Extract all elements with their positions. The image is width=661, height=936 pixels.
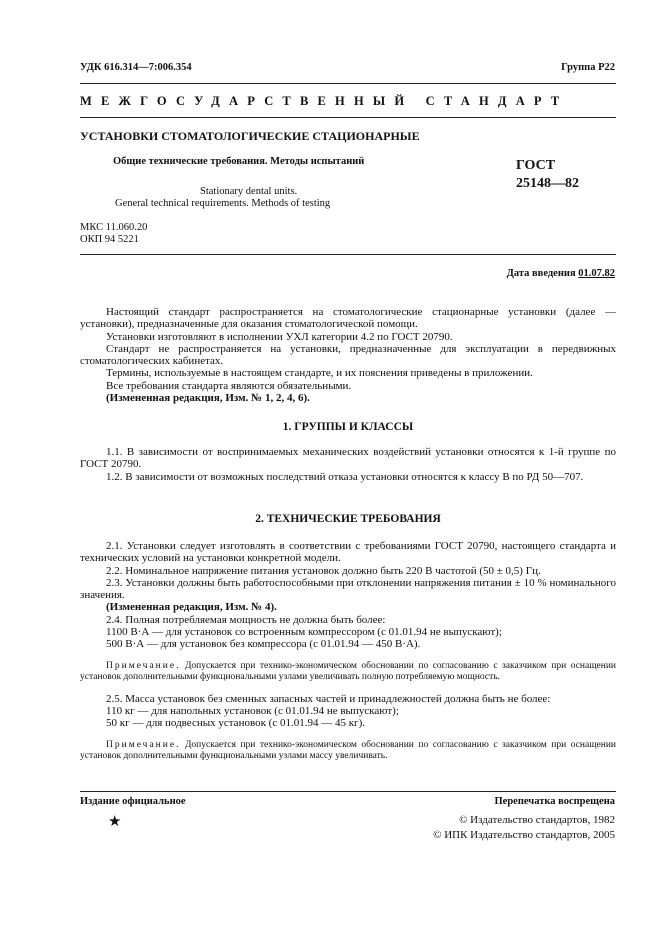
introduction-date [507,268,615,279]
note-mass [80,740,616,762]
english-title-line2: General technical requirements. Methods of testing [115,198,331,209]
section1-heading: 1. ГРУППЫ И КЛАССЫ [282,421,414,433]
copyright-1982: © Издательство стандартов, 1982 [459,814,615,826]
intro-paragraph: Настоящий стандарт распространяется на стоматологические стационарные установки (далее — установки), предназначенные для оказания стоматологической помощи. [80,306,616,331]
gost-number: 25148—82 [516,176,579,191]
intro-block [80,306,616,404]
note-text: Допускается при технико-экономическом обосновании по согласованию с заказчиком при оснащении установок дополнительными функциональными узлами увеличивать полную потребляемую мощность. [80,660,616,682]
group-code: Группа Р22 [561,62,615,73]
section1-block [80,446,616,483]
clause-2-4: 2.4. Полная потребляемая мощность не должна быть более: [106,613,386,626]
clause-2-3: 2.3. Установки должны быть работоспособными при отклонении напряжения питания ± 10 % номинального значения. [80,576,616,602]
copyright-2005: © ИПК Издательство стандартов, 2005 [433,829,615,841]
clause-2-3-amendment: (Измененная редакция, Изм. № 4). [106,601,277,614]
okp-code: ОКП 94 5221 [80,234,139,245]
top-rule [80,83,616,84]
date-label: Дата введения [506,268,576,279]
intro-paragraph: Термины, используемые в настоящем стандарте, и их пояснения приведены в приложении. [106,367,533,380]
note-label: Примечание. [106,660,181,671]
banner-rule [80,117,616,118]
clause-2-1: 2.1. Установки следует изготовлять в соответствии с требованиями ГОСТ 20790, настоящего стандарта и технических условий на установки конкретной модели. [80,540,616,565]
clause-2-4-item: 500 В·А — для установок без компрессора (с 01.01.94 — 450 В·А). [106,638,421,651]
note-label: Примечание. [106,739,181,750]
reprint-prohibited: Перепечатка воспрещена [494,796,615,807]
clause-1-1: 1.1. В зависимости от воспринимаемых механических воздействий установки относятся к 1-й группе по ГОСТ 20790. [80,446,616,471]
mks-code: МКС 11.060.20 [80,222,148,233]
official-edition: Издание официальное [80,796,186,807]
gost-label: ГОСТ [516,158,556,173]
document-subtitle: Общие технические требования. Методы испытаний [113,156,365,167]
star-icon: ★ [108,814,122,830]
interstate-standard-banner: МЕЖГОСУДАРСТВЕННЫЙ СТАНДАРТ [80,94,569,108]
date-value: 01.07.82 [578,268,615,279]
section2-block [80,540,616,762]
footer-rule [80,791,616,792]
codes-rule [80,254,616,255]
section2-heading: 2. ТЕХНИЧЕСКИЕ ТРЕБОВАНИЯ [255,513,441,525]
intro-paragraph: Стандарт не распространяется на установки, предназначенные для эксплуатации в передвижных стоматологических кабинетах. [80,342,616,368]
intro-amendment: (Измененная редакция, Изм. № 1, 2, 4, 6). [106,392,310,405]
note-text: Допускается при технико-экономическом обосновании по согласованию с заказчиком при оснащении установок дополнительными функциональными узлами массу увеличивать. [80,739,616,761]
clause-2-5: 2.5. Масса установок без сменных запасных частей и принадлежностей должна быть не более: [106,692,551,705]
clause-2-5-item: 50 кг — для подвесных установок (с 01.01.94 — 45 кг). [106,717,365,730]
intro-paragraph: Все требования стандарта являются обязательными. [106,379,352,392]
document-title: УСТАНОВКИ СТОМАТОЛОГИЧЕСКИЕ СТАЦИОНАРНЫЕ [80,129,420,143]
clause-2-4-item: 1100 В·А — для установок со встроенным компрессором (с 01.01.94 не выпускают); [106,626,502,639]
clause-1-2: 1.2. В зависимости от возможных последствий отказа установки относятся к классу В по РД 50—707. [106,470,584,483]
note-power [80,661,616,683]
english-title-line1: Stationary dental units. [200,186,298,197]
intro-paragraph: Установки изготовляют в исполнении УХЛ категории 4.2 по ГОСТ 20790. [106,330,453,343]
clause-2-5-item: 110 кг — для напольных установок (с 01.01.94 не выпускают); [106,704,399,717]
clause-2-2: 2.2. Номинальное напряжение питания установок должно быть 220 В частотой (50 ± 0,5) Гц. [106,564,541,577]
udk-code: УДК 616.314—7:006.354 [80,62,192,73]
